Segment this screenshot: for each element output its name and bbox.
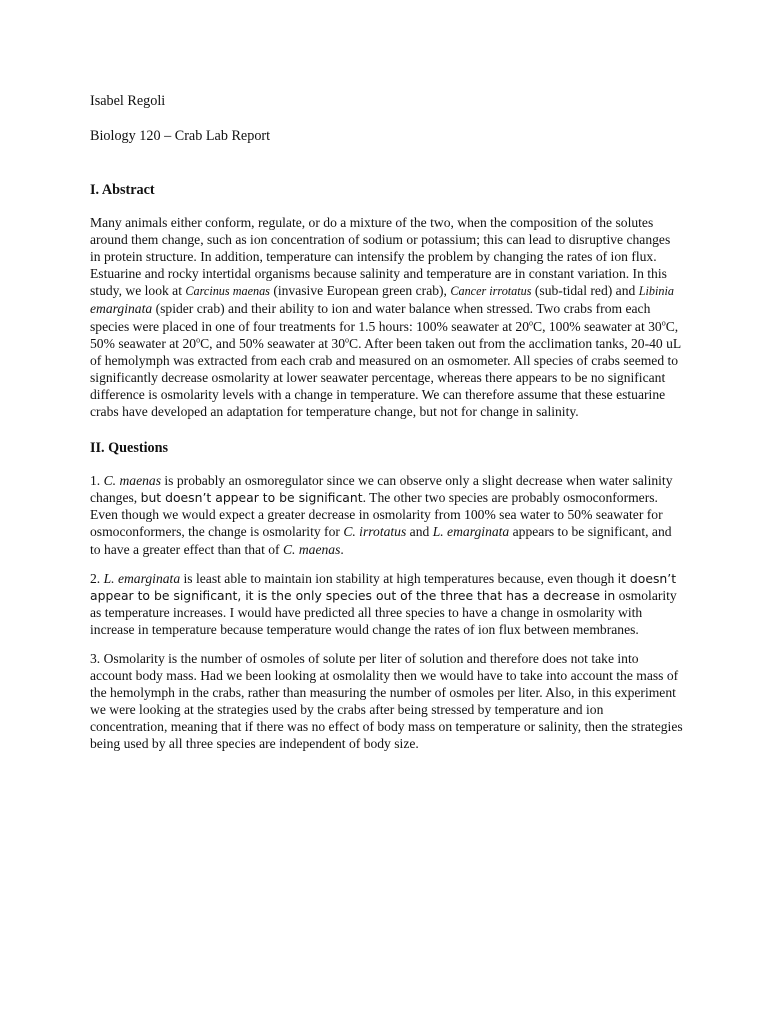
report-title: Biology 120 – Crab Lab Report — [90, 128, 271, 144]
abstract-heading: I. Abstract — [90, 182, 155, 198]
abstract-paragraph: Many animals either conform, regulate, or do a mixture of the two, when the composition of the solutes around them change, such as ion concentration of sodium or potassium; this can lead to disruptive changes in protein structure. In addition, temperature can intensify the problem by changing the rates of ion flux. Estuarine and rocky intertidal organisms because salinity and temperature are in constant variation. In this study, we look at Carcinus maenas (invasive European green crab), Cancer irrotatus (sub-tidal red) and Libinia emarginata (spider crab) and their ability to ion and water balance when stressed. Two crabs from each species were placed in one of four treatments for 1.5 hours: 100% seawater at 20$^o$C, 100% seawater at 30$^o$C, 50% seawater at 20$^o$C, and 50% seawater at 30$^o$C. After been taken out from the acclimation tanks, 20-40 uL of hemolymph was extracted from each crab and measured on an osmometer. All species of crabs seemed to significantly decrease osmolarity at lower seawater percentage, whereas there appears to be no significant difference is osmolarity levels with a change in temperature. We can therefore assume that these estuarine crabs have developed an adaptation for temperature change, but not for change in salinity. — [90, 215, 681, 420]
answer-1: 1. C. maenas is probably an osmoregulator since we can observe only a slight decrease when water salinity changes, but doesn’t appear to be significant. The other two species are probably osmoconformers. Even though we would expect a greater decrease in osmolarity from 100% sea water to 50% seawater for osmoconformers, the change is osmolarity for C. irrotatus and L. emarginata appears to be significant, and to have a greater effect than that of C. maenas. — [90, 473, 673, 557]
questions-heading: II. Questions — [90, 440, 169, 457]
species-name: Cancer irrotatus — [450, 284, 532, 299]
answer-3: 3. Osmolarity is the number of osmoles of solute per liter of solution and therefore does not take into account body mass. Had we been looking at osmolality then we would have to take into account the mass of the hemolymph in the crabs, rather than measuring the number of osmoles per liter. Also, in this experiment we were looking at the strategies used by the crabs after being stressed by temperature and ion concentration, meaning that if there was no effect of body mass on temperature or salinity, then the strategies being used by all three species are independent of body size. — [90, 650, 683, 752]
answer-2: 2. L. emarginata is least able to maintain ion stability at high temperatures because, even though it doesn’t appear to be significant, it is the only species out of the three that has a decrease in osmolarity as temperature increases. I would have predicted all three species to have a change in osmolarity with increase in temperature because temperature would change the rates of ion flux between membranes. — [90, 570, 677, 637]
author-name: Isabel Regoli — [90, 93, 166, 109]
species-name: emarginata — [90, 301, 153, 317]
species-name: Libinia — [638, 284, 674, 299]
species-name: Carcinus maenas — [185, 284, 270, 299]
